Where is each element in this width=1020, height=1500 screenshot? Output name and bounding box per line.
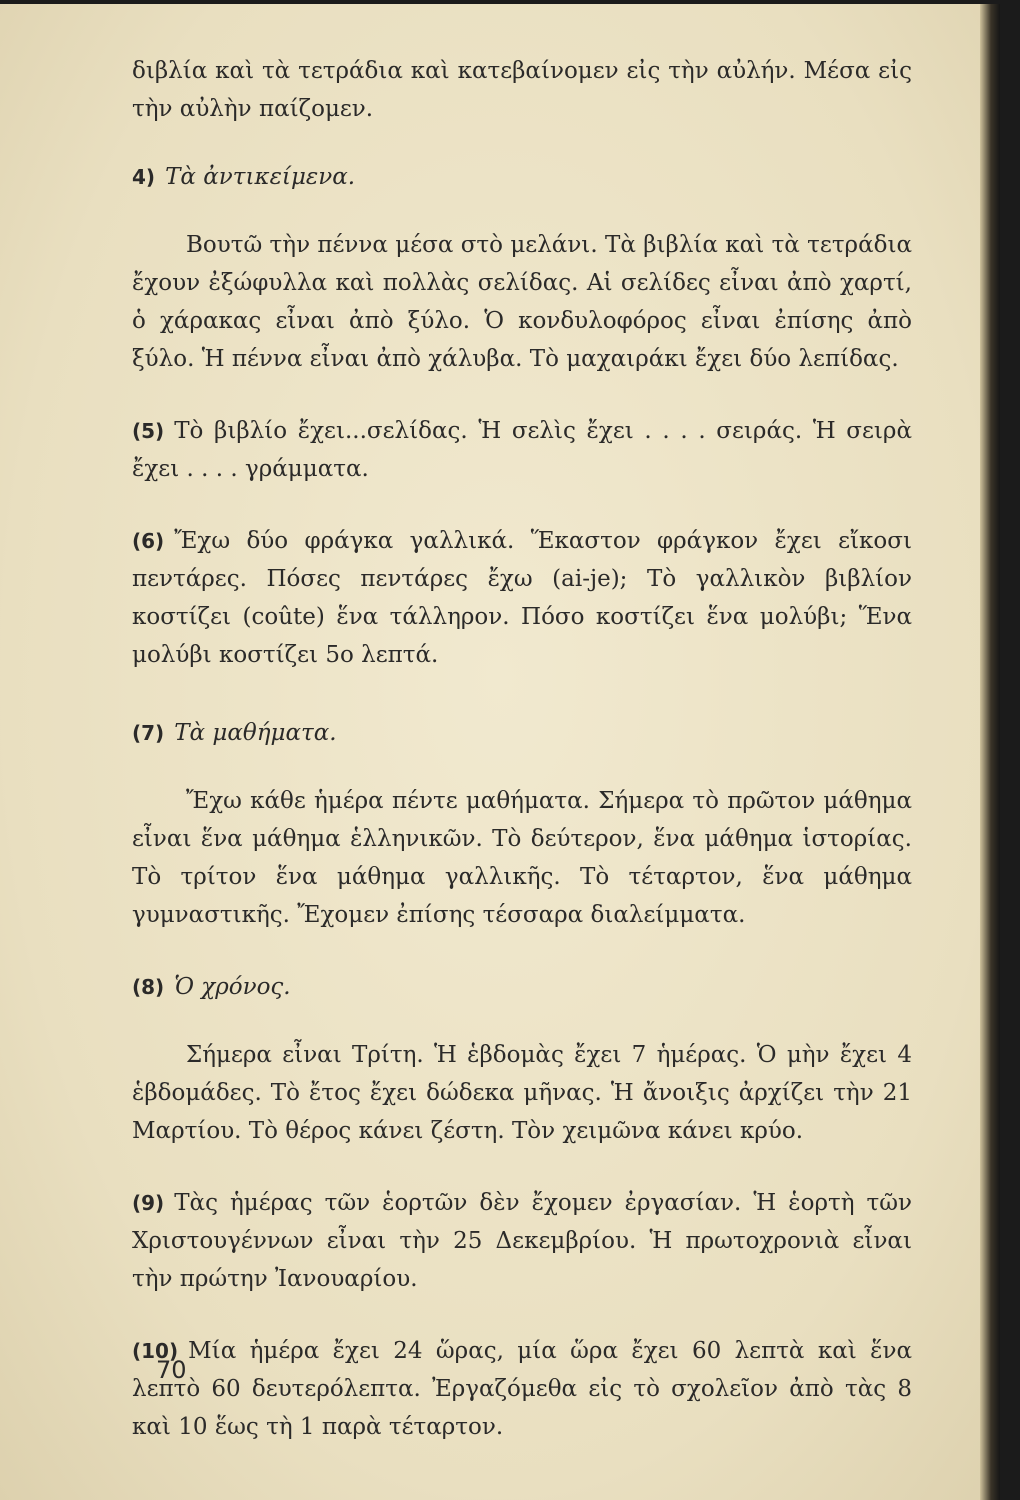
section-4-body: Βουτῶ τὴν πέννα μέσα στὸ μελάνι. Τὰ βιβλία καὶ τὰ τετράδια ἔχουν ἐξώφυλλα καὶ πολλὰς σελίδας. Αἱ σελίδες εἶναι ἀπὸ χαρτί, ὁ χάρακας εἶναι ἀπὸ ξύλο. Ὁ κονδυλοφόρος εἶναι ἐπίσης ἀπὸ ξύλο. Ἡ πέννα εἶναι ἀπὸ χάλυβα. Τὸ μαχαιράκι ἔχει δύο λεπίδας. bbox=[132, 232, 912, 372]
section-7-body: Ἔχω κάθε ἡμέρα πέντε μαθήματα. Σήμερα τὸ πρῶτον μάθημα εἶναι ἕνα μάθημα ἑλληνικῶν. Τὸ δεύτερον, ἕνα μάθημα ἱστορίας. Τὸ τρίτον ἕνα μάθημα γαλλικῆς. Τὸ τέταρτον, ἕνα μάθημα γυμναστικῆς. Ἔχομεν ἐπίσης τέσσαρα διαλείμματα. bbox=[132, 788, 912, 928]
section-7-heading: Τὰ μαθήματα. bbox=[174, 720, 337, 746]
section-7-title bbox=[132, 714, 912, 752]
paragraph-continuation: διβλία καὶ τὰ τετράδια καὶ κατεβαίνομεν εἰς τὴν αὐλήν. Μέσα εἰς τὴν αὐλὴν παίζομεν. bbox=[132, 58, 912, 122]
section-5-label: (5) bbox=[132, 419, 165, 443]
page-number: 70 bbox=[156, 1356, 187, 1384]
section-4-heading: Τὰ ἀντικείμενα. bbox=[165, 164, 356, 190]
section-7-label: (7) bbox=[132, 721, 165, 745]
section-10-body: Μία ἡμέρα ἔχει 24 ὥρας, μία ὥρα ἔχει 60 λεπτὰ καὶ ἕνα λεπτὸ 60 δευτερόλεπτα. Ἐργαζόμεθα εἰς τὸ σχολεῖον ἀπὸ τὰς 8 καὶ 10 ἕως τὴ 1 παρὰ τέταρτον. bbox=[132, 1338, 912, 1440]
section-10 bbox=[132, 1332, 912, 1446]
section-4-title bbox=[132, 158, 912, 196]
section-5 bbox=[132, 412, 912, 488]
section-9-label: (9) bbox=[132, 1191, 165, 1215]
section-9-body: Τὰς ἡμέρας τῶν ἑορτῶν δὲν ἔχομεν ἐργασίαν. Ἡ ἑορτὴ τῶν Χριστουγέννων εἶναι τὴν 25 Δεκεμβρίου. Ἡ πρωτοχρονιὰ εἶναι τὴν πρώτην Ἰανουαρίου. bbox=[132, 1190, 912, 1292]
section-4-label: 4) bbox=[132, 165, 156, 189]
book-page bbox=[0, 4, 1000, 1500]
section-5-body: Τὸ βιβλίο ἔχει...σελίδας. Ἡ σελὶς ἔχει . . . . σειράς. Ἡ σειρὰ ἔχει . . . . γράμματα. bbox=[132, 418, 912, 482]
section-6 bbox=[132, 522, 912, 674]
section-8-title bbox=[132, 968, 912, 1006]
section-9 bbox=[132, 1184, 912, 1298]
book-spine-shadow bbox=[980, 4, 1000, 1500]
section-8-body: Σήμερα εἶναι Τρίτη. Ἡ ἑβδομὰς ἔχει 7 ἡμέρας. Ὁ μὴν ἔχει 4 ἑβδομάδες. Τὸ ἔτος ἔχει δώδεκα μῆνας. Ἡ ἄνοιξις ἀρχίζει τὴν 21 Μαρτίου. Τὸ θέρος κάνει ζέστη. Τὸν χειμῶνα κάνει κρύο. bbox=[132, 1042, 912, 1144]
section-8-label: (8) bbox=[132, 975, 165, 999]
section-6-label: (6) bbox=[132, 529, 165, 553]
section-10-label: (10) bbox=[132, 1339, 179, 1363]
section-8-heading: Ὁ χρόνος. bbox=[174, 974, 291, 1000]
page-text bbox=[132, 52, 912, 1446]
section-6-body: Ἔχω δύο φράγκα γαλλικά. Ἕκαστον φράγκον ἔχει εἴκοσι πεντάρες. Πόσες πεντάρες ἔχω (ai-je); Τὸ γαλλικὸν βιβλίον κοστίζει (coûte) ἕνα τάλληρον. Πόσο κοστίζει ἕνα μολύβι; Ἕνα μολύβι κοστίζει 5ο λεπτά. bbox=[132, 528, 912, 668]
